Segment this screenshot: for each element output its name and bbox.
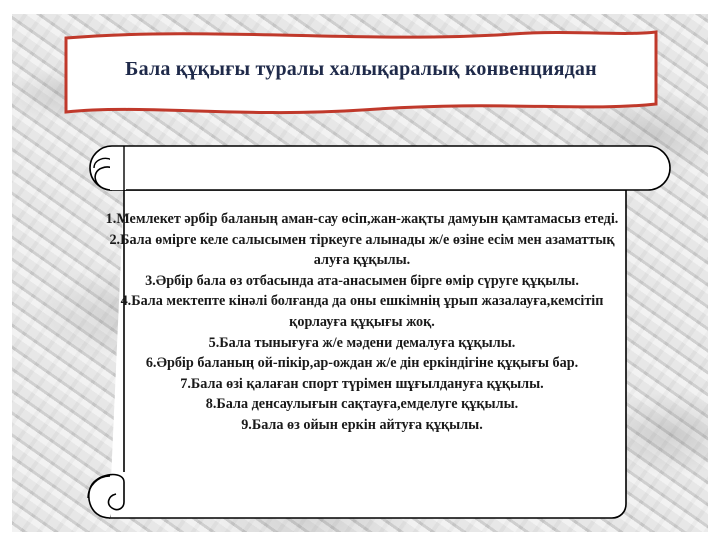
list-item: 7.Бала өзі қалаған спорт түрімен шұғылдануға құқылы. <box>180 375 544 392</box>
list-item: 5.Бала тынығуға ж/е мәдени демалуға құқылы. <box>208 334 516 351</box>
list-item: 9.Бала өз ойын еркін айтуға құқылы. <box>241 416 483 433</box>
list-item: 4.Бала мектепте кінәлі болғанда да оны ешкімнің ұрып жазалауға,кемсітіп қорлауға құқығы жоқ. <box>120 293 604 330</box>
list-item: 6.Әрбір баланың ой-пікір,ар-ождан ж/е дін еркіндігіне құқығы бар. <box>145 355 579 372</box>
list-item: 8.Бала денсаулығын сақтауға,емделуге құқылы. <box>205 396 519 413</box>
slide-title: Бала құқығы туралы халықаралық конвенциядан <box>125 58 597 80</box>
title-ribbon <box>62 30 660 116</box>
list-item: 1.Мемлекет әрбір баланың аман-сау өсіп,жан-жақты дамуын қамтамасыз етеді. <box>105 211 619 227</box>
list-item: 2.Бала өмірге келе салысымен тіркеуге алынады ж/е өзіне есім мен азаматтық алуға құқылы. <box>109 231 615 269</box>
rights-list <box>96 209 628 436</box>
list-item: 3.Әрбір бала өз отбасында ата-анасымен бірге өмір сүруге құқылы. <box>145 272 579 289</box>
